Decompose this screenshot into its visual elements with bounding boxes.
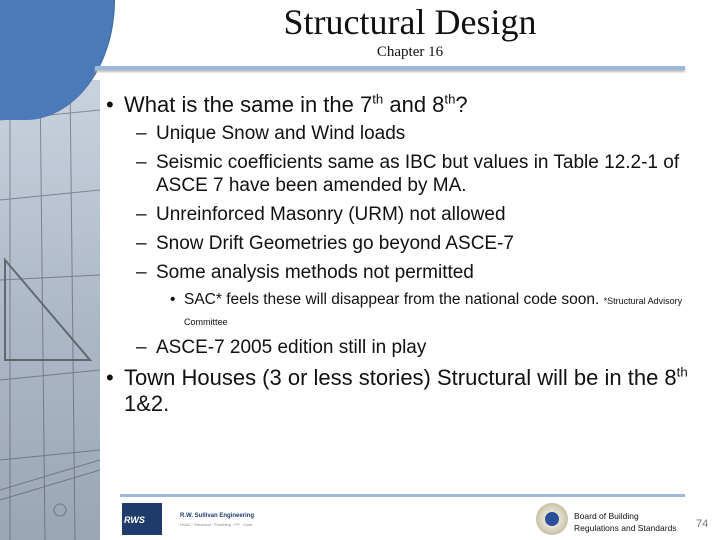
page-number: 74 (696, 518, 709, 530)
footnote: *Structural Advisory Committee (184, 296, 683, 327)
bullet-town-houses (100, 365, 712, 417)
board-name (574, 510, 677, 534)
text: ? (455, 92, 468, 117)
blueprint-background-image (0, 80, 100, 540)
text: 1&2. (124, 391, 170, 416)
slide-title: Structural Design (283, 2, 537, 42)
text: Town Houses (3 or less stories) Structural will be in the 8 (124, 365, 677, 390)
sup: th (676, 364, 688, 380)
sup: th (444, 91, 456, 107)
footer-divider (120, 494, 685, 497)
sub-bullet: – Unreinforced Masonry (URM) not allowed (100, 203, 712, 226)
text: and 8 (383, 92, 445, 117)
sub-bullet: – Seismic coefficients same as IBC but values in Table 12.2-1 of ASCE 7 have been amended by MA. (100, 151, 712, 197)
rws-company-name: R.W. Sullivan Engineering (180, 513, 255, 519)
board-line: Board of Building (574, 511, 639, 521)
rws-services: HVAC · Electrical · Plumbing · FP · Code (180, 522, 253, 527)
massachusetts-seal-icon (536, 503, 568, 535)
board-line: Regulations and Standards (574, 523, 677, 533)
sub-bullet: – Snow Drift Geometries go beyond ASCE-7 (100, 232, 712, 255)
sub-sub-bullet (100, 290, 712, 332)
slide-subtitle: Chapter 16 (376, 44, 444, 60)
text: What is the same in the 7 (124, 92, 373, 117)
sup: th (372, 91, 384, 107)
text: SAC* feels these will disappear from the national code soon. (184, 291, 600, 308)
sub-bullet: – Unique Snow and Wind loads (100, 122, 712, 145)
rws-logo: RWS (122, 503, 162, 535)
title-divider (95, 66, 685, 70)
sub-bullet: – ASCE-7 2005 edition still in play (100, 336, 712, 359)
bullet-same-in-editions (100, 92, 712, 118)
slide-content (100, 92, 712, 421)
sub-bullet: – Some analysis methods not permitted (100, 261, 712, 284)
